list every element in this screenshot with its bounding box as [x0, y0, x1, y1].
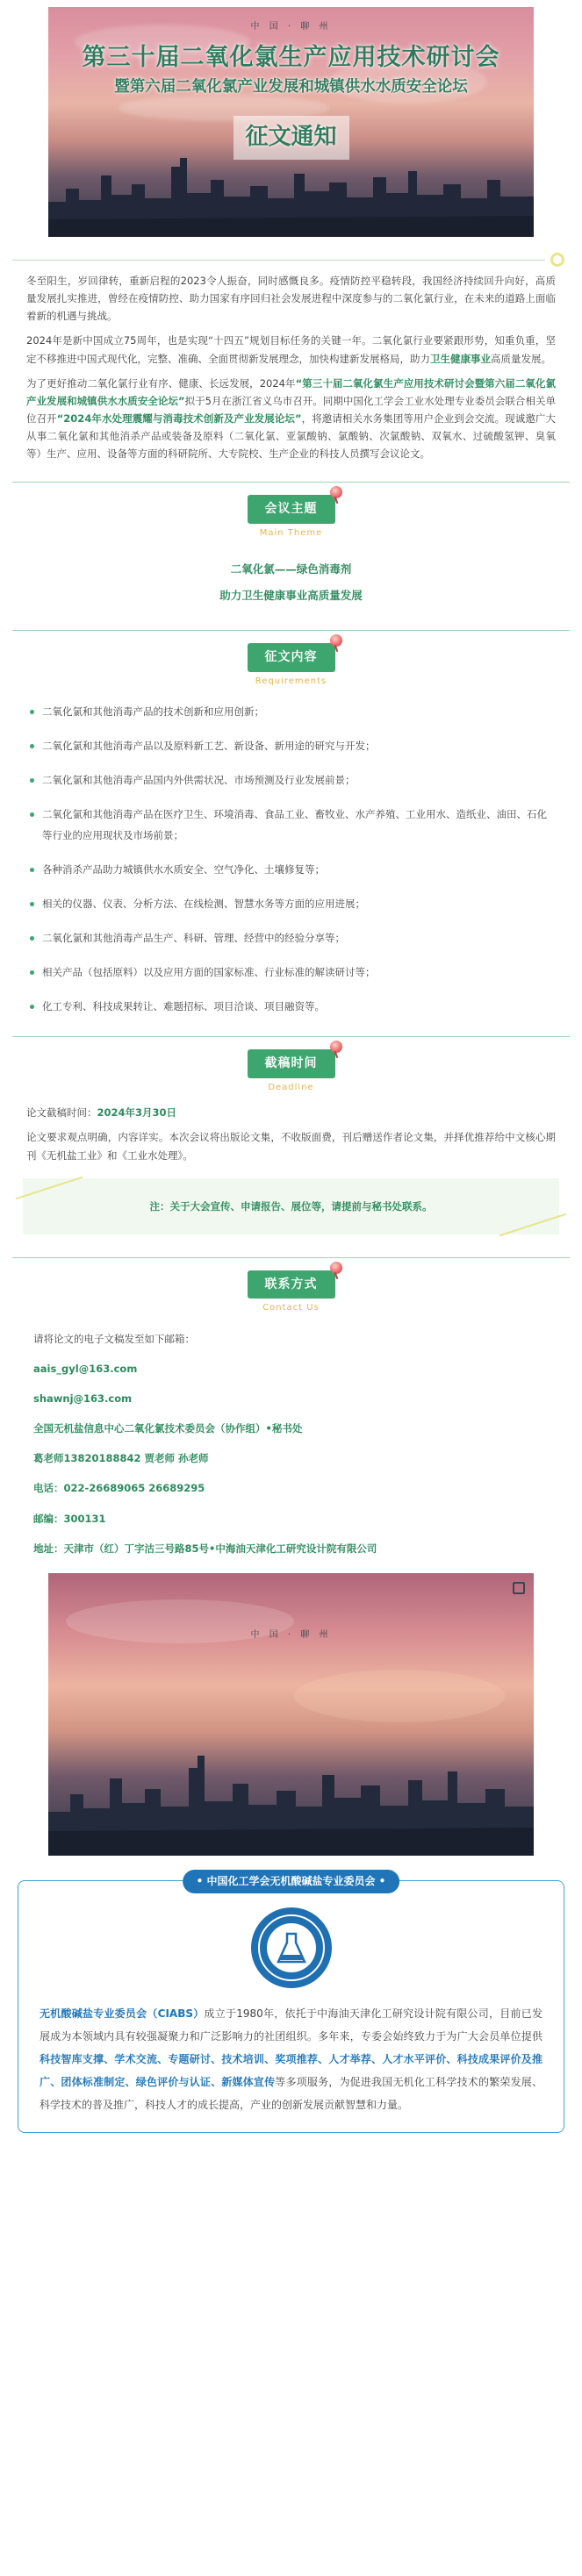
requirements-list — [0, 689, 582, 1017]
hero-title — [64, 42, 518, 100]
list-item: 各种消杀产品助力城镇供水水质安全、空气净化、土壤修复等； — [30, 859, 552, 880]
contact-info — [0, 1316, 582, 1557]
pin-icon — [330, 1262, 342, 1274]
deadline-date: 2024年3月30日 — [97, 1106, 177, 1120]
contact-postcode: 邮编：300131 — [33, 1512, 106, 1525]
deadline-badge — [248, 1049, 335, 1078]
note-text: 注：关于大会宣传、申请报告、展位等，请提前与秘书处联系。 — [149, 1199, 433, 1213]
contact-intro: 请将论文的电子文稿发至如下邮箱： — [33, 1332, 195, 1345]
theme-badge — [248, 495, 335, 524]
pin-icon — [330, 1041, 342, 1053]
divider-dot-icon — [550, 253, 564, 267]
list-item: 相关的仪器、仪表、分析方法、在线检测、智慧水务等方面的应用进展； — [30, 893, 552, 914]
contact-org: 全国无机盐信息中心二氧化氯技术委员会（协作组）•秘书处 — [33, 1422, 303, 1435]
city-skyline-graphic — [48, 140, 534, 237]
city-skyline-graphic — [48, 1733, 534, 1856]
section-theme — [0, 482, 582, 609]
requirements-badge — [248, 643, 335, 672]
contact-phone: 电话：022-26689065 26689295 — [33, 1482, 205, 1495]
hero-title-line1: 第三十届二氧化氯生产应用技术研讨会 — [82, 44, 500, 71]
org-box — [18, 1874, 564, 2133]
email-link-1[interactable]: aais_gyl@163.com — [33, 1362, 138, 1375]
intro-text — [0, 272, 582, 462]
contact-people: 葛老师13820188842 贾老师 孙老师 — [33, 1452, 209, 1465]
note-box — [23, 1178, 559, 1234]
theme-title: 会议主题 — [248, 495, 335, 524]
theme-line-1: 二氧化氯——绿色消毒剂 — [230, 562, 352, 576]
section-contact — [0, 1257, 582, 1316]
deadline-text — [0, 1095, 582, 1163]
contact-address: 地址：天津市（红）丁字沽三号路85号•中海油天津化工研究设计院有限公司 — [33, 1542, 377, 1555]
requirements-en: Requirements — [255, 676, 327, 686]
deadline-paragraph: 论文要求观点明确，内容详实。本次会议将出版论文集，不收版面费，刊后赠送作者论文集，并择优推荐给中文核心期刊《无机盐工业》和《工业水处理》。 — [26, 1131, 556, 1162]
org-description: 无机酸碱盐专业委员会（CIABS）成立于1980年，依托于中海油天津化工研究设计院有限公司，目前已发展成为本领域内具有较强凝聚力和广泛影响力的社团组织。多年来，专委会始终致力于为广大会员单位提供科技智库支撑、学术交流、专题研讨、技术培训、奖项推荐、人才举荐、人才水平评价、科技成果评价及推广、团体标准制定、绿色评价与认证、新媒体宣传等多项服务，为促进我国无机化工科学技术的繁荣发展、科学技术的普及推广，科技人才的成长提高，产业的创新发展贡献智慧和力量。 — [40, 2007, 542, 2111]
intro-paragraph-2: 2024年是新中国成立75周年，也是实现“十四五”规划目标任务的关键一年。二氧化氯行业要紧跟形势，知重负重，坚定不移推进中国式现代化，完整、准确、全面贯彻新发展理念，加快构建新发展格局，助力卫生健康事业高质量发展。 — [26, 334, 556, 365]
org-name: 无机酸碱盐专业委员会（CIABS） — [40, 2007, 205, 2020]
deadline-date-line: 论文截稿时间：2024年3月30日 — [26, 1106, 177, 1120]
theme-text — [0, 556, 582, 609]
pin-icon — [330, 634, 342, 647]
intro-paragraph-1: 冬至阳生，岁回律转，重新启程的2023令人振奋，同时感慨良多。疫情防控平稳转段，我国经济持续回升向好，高质量发展扎实推进，曾经在疫情防控、助力国家有序回归社会发展进程中深度参与的二氧化氯行业，在未来的道路上面临着新的机遇与挑战。 — [26, 275, 556, 323]
section-requirements — [0, 630, 582, 689]
city-photo — [48, 1573, 534, 1856]
theme-line-2: 助力卫生健康事业高质量发展 — [219, 589, 363, 603]
contact-title: 联系方式 — [248, 1270, 335, 1299]
requirements-title: 征文内容 — [248, 643, 335, 672]
hero-subtitle: 中 国 · 聊 州 — [250, 22, 332, 32]
intro-paragraph-3: 为了更好推动二氧化氯行业有序、健康、长远发展，2024年“第三十届二氧化氯生产应用技术研讨会暨第六届二氧化氯产业发展和城镇供水水质安全论坛”拟于5月在浙江省义乌市召开。同期中国化工学会工业水处理专业委员会联合相关单位召开“2024年水处理震耀与消毒技术创新及产业发展论坛”，将邀请相关水务集团等用户企业到会交流。现诚邀广大从事二氧化氯和其他消杀产品或装备及原料（二氧化氯、亚氯酸钠、氯酸钠、次氯酸钠、双氧水、过硫酸氢钾、臭氧等）生产、应用、设备等方面的科研院所、大专院校、生产企业的科技人员撰写会议论文。 — [26, 376, 557, 461]
deadline-title: 截稿时间 — [248, 1049, 335, 1078]
list-item: 相关产品（包括原料）以及应用方面的国家标准、行业标准的解读研讨等； — [30, 962, 552, 983]
deadline-en: Deadline — [268, 1082, 314, 1092]
article-page — [0, 7, 582, 2133]
photo-subtitle: 中 国 · 聊 州 — [250, 1629, 332, 1640]
email-link-2[interactable]: shawnj@163.com — [33, 1392, 133, 1405]
list-item: 二氧化氯和其他消毒产品以及原料新工艺、新设备、新用途的研究与开发； — [30, 735, 552, 756]
list-item: 二氧化氯和其他消毒产品的技术创新和应用创新； — [30, 701, 552, 722]
contact-badge — [248, 1270, 335, 1299]
org-logo-icon — [251, 1907, 332, 1988]
list-item: 二氧化氯和其他消毒产品在医疗卫生、环境消毒、食品工业、畜牧业、水产养殖、工业用水、造纸业、油田、石化等行业的应用现状及市场前景； — [30, 804, 552, 846]
watermark-icon — [513, 1582, 525, 1594]
org-header: • 中国化工学会无机酸碱盐专业委员会 • — [183, 1870, 400, 1893]
hero-tag: 征文通知 — [233, 116, 348, 160]
list-item: 化工专利、科技成果转让、难题招标、项目洽谈、项目融资等。 — [30, 996, 552, 1017]
hero-title-line2: 暨第六届二氧化氯产业发展和城镇供水水质安全论坛 — [114, 78, 468, 96]
intro-divider — [12, 253, 570, 267]
contact-en: Contact Us — [262, 1303, 320, 1313]
list-item: 二氧化氯和其他消毒产品生产、科研、管理、经营中的经验分享等； — [30, 927, 552, 948]
section-deadline — [0, 1036, 582, 1095]
pin-icon — [330, 486, 342, 498]
list-item: 二氧化氯和其他消毒产品国内外供需状况、市场预测及行业发展前景； — [30, 769, 552, 791]
hero-banner — [48, 7, 534, 237]
theme-en: Main Theme — [259, 527, 323, 538]
